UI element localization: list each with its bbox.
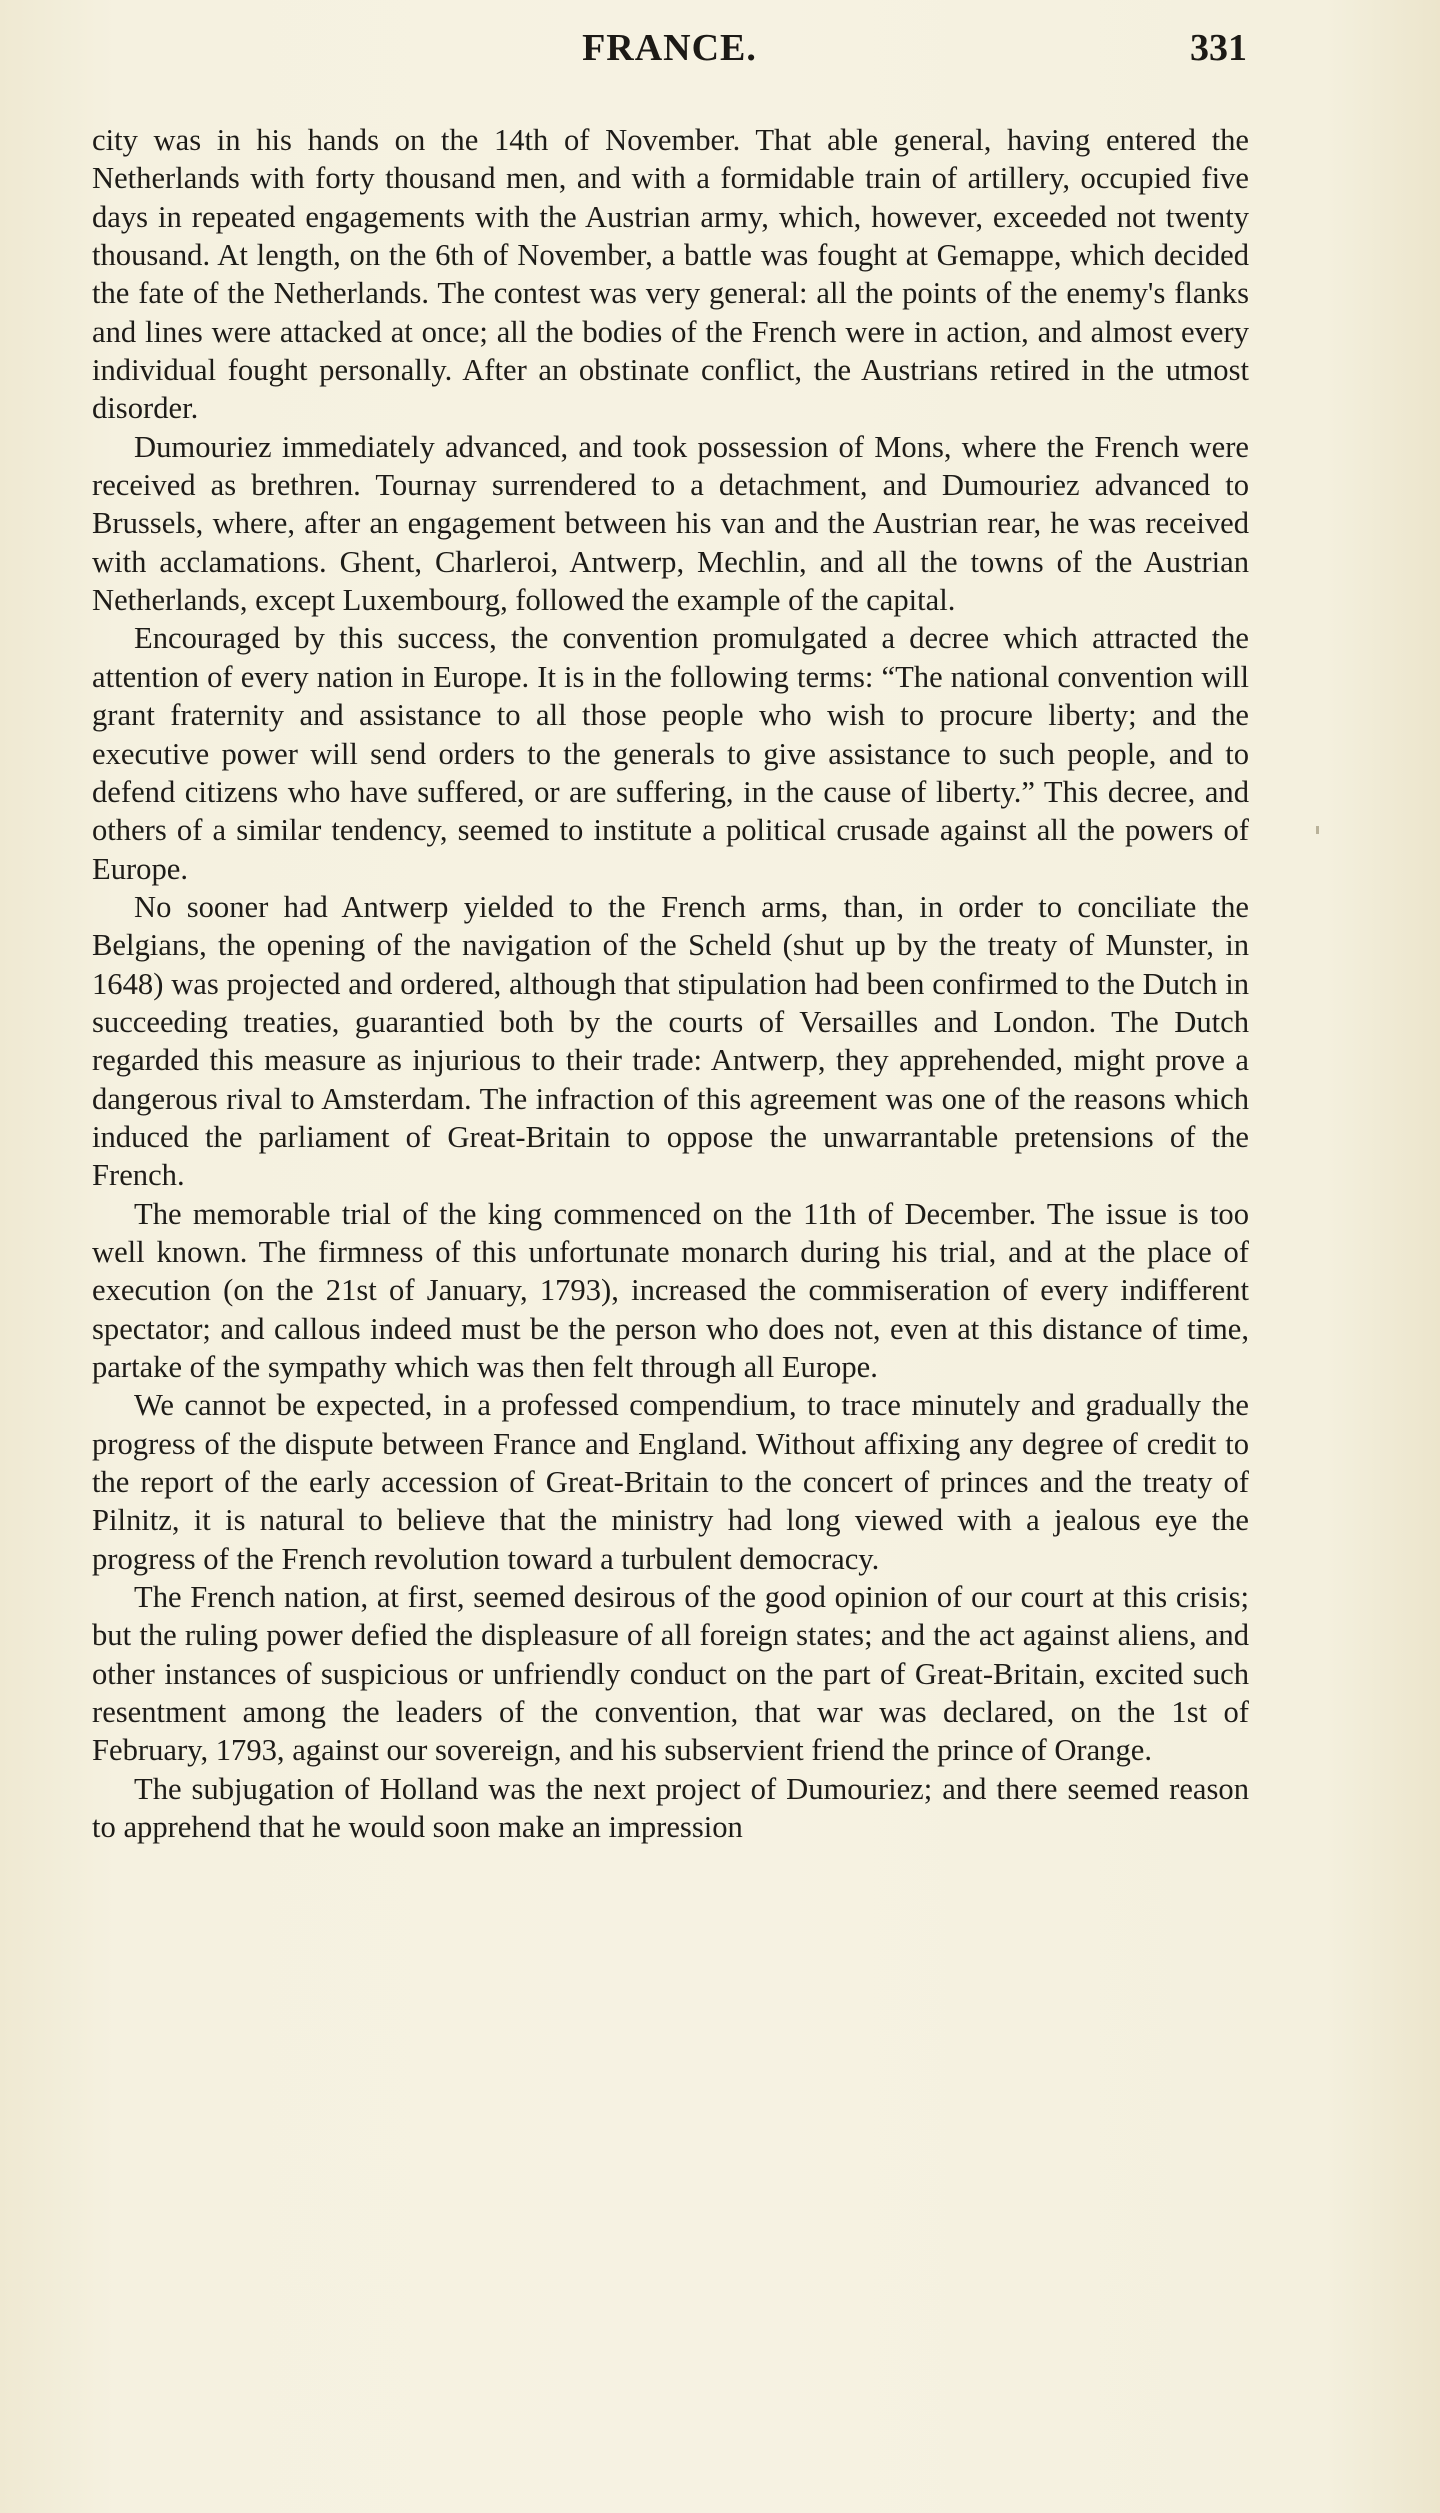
paragraph-2: Dumouriez immediately advanced, and took possession of Mons, where the French were received as brethren. Tournay surrendered to a detachment, and Dumouriez advanced to Brussels, where, after an engagement between his van and the Austrian rear, he was received with acclamations. Ghent, Charleroi, Antwerp, Mechlin, and all the towns of the Austrian Netherlands, except Luxembourg, followed the example of the capital. bbox=[92, 429, 1249, 618]
body-text bbox=[92, 121, 1249, 1846]
margin-speck bbox=[1316, 826, 1319, 834]
paragraph-8: The subjugation of Holland was the next project of Dumouriez; and there seemed reason to apprehend that he would soon make an impression bbox=[92, 1771, 1249, 1845]
running-head: FRANCE. bbox=[582, 27, 757, 69]
paragraph-5: The memorable trial of the king commenced on the 11th of December. The issue is too well known. The firmness of this unfortunate monarch during his trial, and at the place of execution (on the 21st of January, 1793), increased the commiseration of every indifferent spectator; and callous indeed must be the person who does not, even at this distance of time, partake of the sympathy which was then felt through all Europe. bbox=[92, 1196, 1249, 1384]
paragraph-3: Encouraged by this success, the convention promulgated a decree which attracted the attention of every nation in Europe. It is in the following terms: “The national convention will grant fraternity and assistance to all those people who wish to procure liberty; and the executive power will send orders to the generals to give assistance to such people, and to defend citizens who have suffered, or are suffering, in the cause of liberty.” This decree, and others of a similar tendency, seemed to institute a political crusade against all the powers of Europe. bbox=[92, 621, 1249, 886]
page-number: 331 bbox=[1190, 27, 1247, 69]
page-header bbox=[92, 26, 1247, 86]
paragraph-6: We cannot be expected, in a professed compendium, to trace minutely and gradually the progress of the dispute between France and England. Without affixing any degree of credit to the report of the early accession of Great-Britain to the concert of princes and the treaty of Pilnitz, it is natural to believe that the ministry had long viewed with a jealous eye the progress of the French revolution toward a turbulent democracy. bbox=[92, 1388, 1249, 1576]
paragraph-4: No sooner had Antwerp yielded to the French arms, than, in order to conciliate the Belgians, the opening of the navigation of the Scheld (shut up by the treaty of Munster, in 1648) was projected and ordered, although that stipulation had been confirmed to the Dutch in succeeding treaties, guarantied both by the courts of Versailles and London. The Dutch regarded this measure as injurious to their trade: Antwerp, they apprehended, might prove a dangerous rival to Amsterdam. The infraction of this agreement was one of the reasons which induced the parliament of Great-Britain to oppose the unwarrantable pretensions of the French. bbox=[92, 889, 1249, 1193]
paragraph-7: The French nation, at first, seemed desirous of the good opinion of our court at this crisis; but the ruling power defied the displeasure of all foreign states; and the act against aliens, and other instances of suspicious or unfriendly conduct on the part of Great-Britain, excited such resentment among the leaders of the convention, that war was declared, on the 1st of February, 1793, against our sovereign, and his subservient friend the prince of Orange. bbox=[92, 1580, 1249, 1768]
paragraph-1: city was in his hands on the 14th of November. That able general, having entered the Netherlands with forty thousand men, and with a formidable train of artillery, occupied five days in repeated engagements with the Austrian army, which, however, exceeded not twenty thousand. At length, on the 6th of November, a battle was fought at Gemappe, which decided the fate of the Netherlands. The contest was very general: all the points of the enemy's flanks and lines were attacked at once; all the bodies of the French were in action, and almost every individual fought personally. After an obstinate conflict, the Austrians retired in the utmost disorder. bbox=[92, 123, 1249, 426]
